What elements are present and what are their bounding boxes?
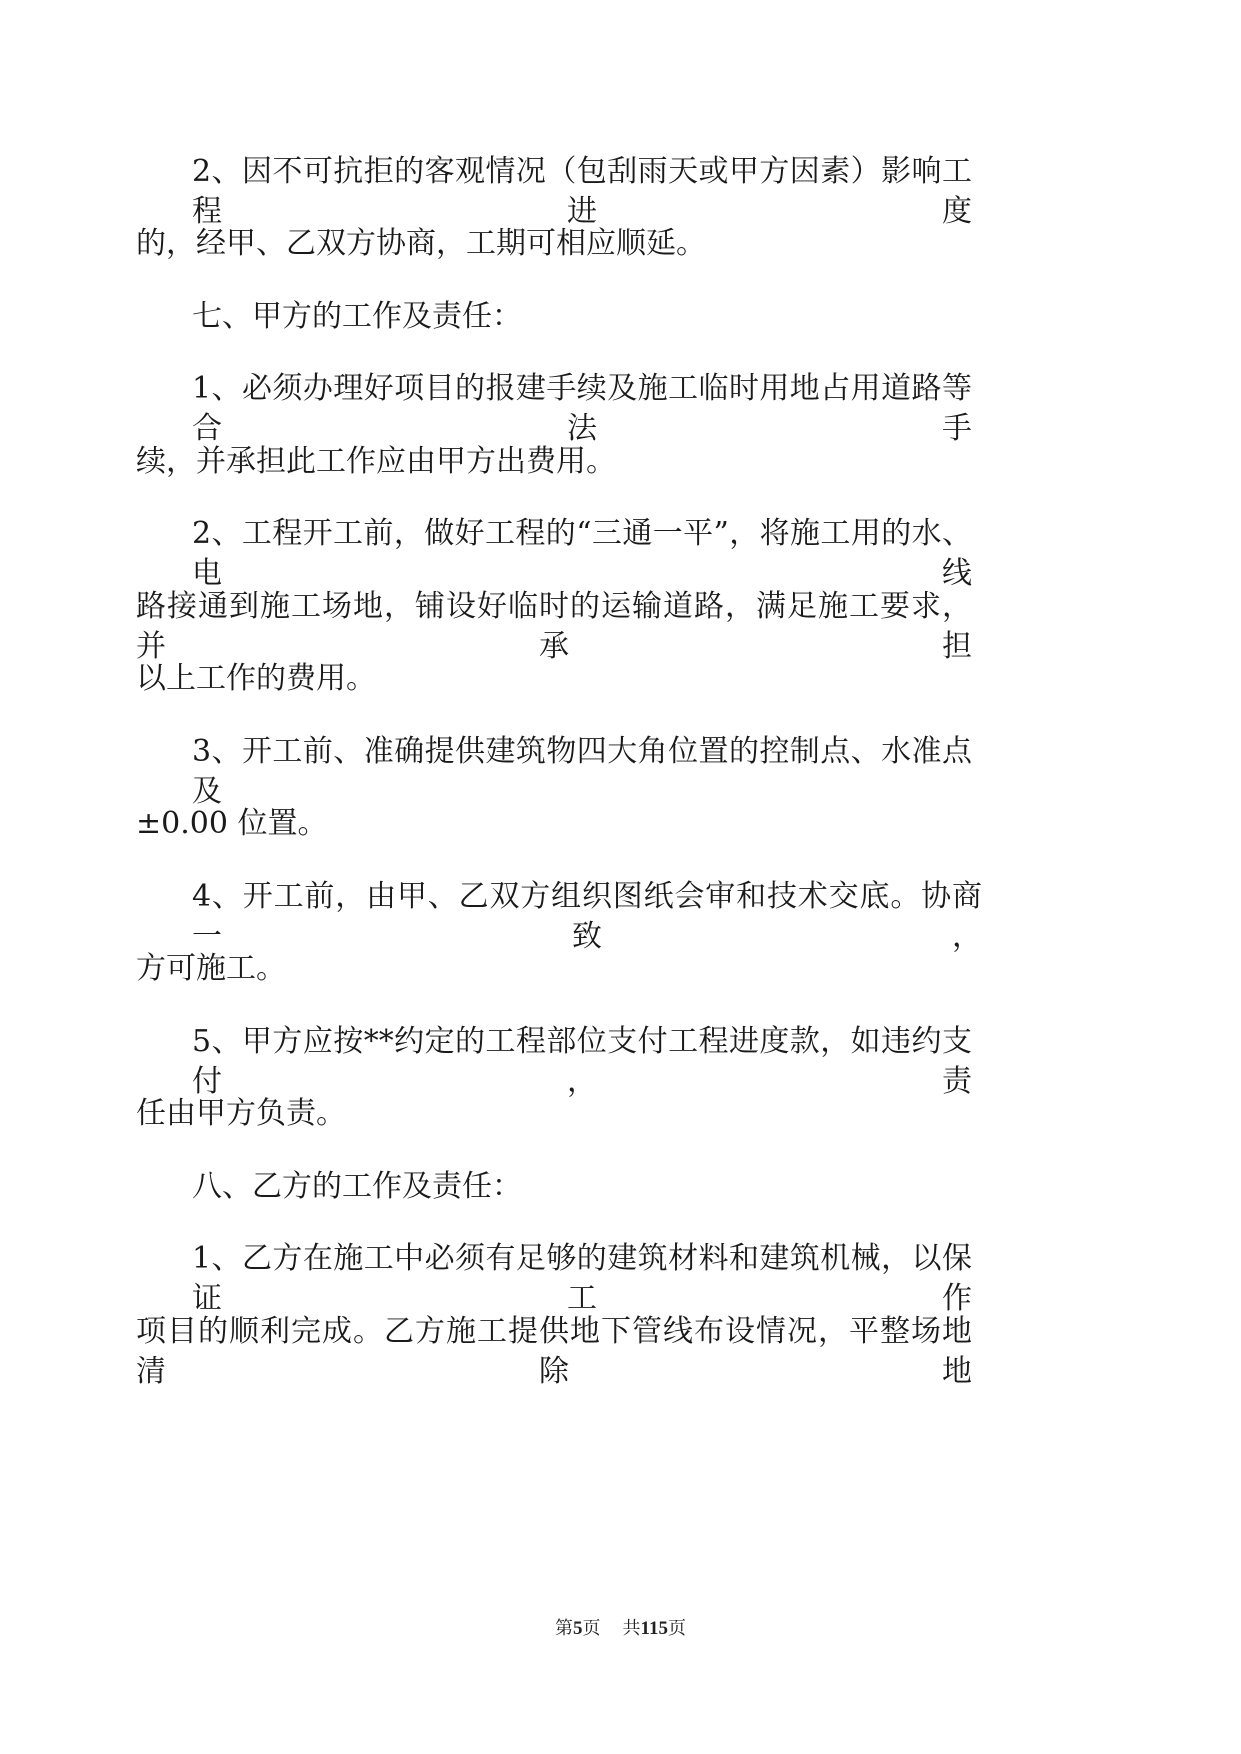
paragraph-line: 的，经甲、乙双方协商，工期可相应顺延。: [136, 226, 706, 261]
paragraph-line: 以上工作的费用。: [136, 661, 376, 696]
paragraph-line: 1、乙方在施工中必须有足够的建筑材料和建筑机械，以保证工作: [192, 1241, 972, 1316]
page-prefix: 第: [555, 1618, 574, 1639]
paragraph-line: 任由甲方负责。: [136, 1096, 346, 1131]
total-suffix: 页: [667, 1618, 686, 1639]
page-suffix: 页: [582, 1618, 601, 1639]
paragraph-line: 4、开工前，由甲、乙双方组织图纸会审和技术交底。协商一致，: [192, 879, 982, 954]
page-number: 5: [573, 1618, 583, 1639]
paragraph-line: 3、开工前、准确提供建筑物四大角位置的控制点、水准点及: [192, 734, 972, 809]
paragraph-line: 方可施工。: [136, 951, 286, 986]
page-footer: [0, 1617, 1241, 1641]
paragraph-line: 路接通到施工场地，铺设好临时的运输道路，满足施工要求，并承担: [136, 589, 972, 664]
section-heading: 八、乙方的工作及责任：: [192, 1169, 522, 1204]
paragraph-line: 5、甲方应按**约定的工程部位支付工程进度款，如违约支付，责: [192, 1024, 972, 1099]
paragraph-line: 续，并承担此工作应由甲方出费用。: [136, 444, 616, 479]
total-pages: 115: [640, 1618, 668, 1639]
paragraph-line: 1、必须办理好项目的报建手续及施工临时用地占用道路等合法手: [192, 371, 972, 446]
paragraph-line: 2、因不可抗拒的客观情况（包刮雨天或甲方因素）影响工程进度: [192, 154, 972, 229]
paragraph-line: 2、工程开工前，做好工程的“三通一平”，将施工用的水、电线: [192, 516, 972, 591]
total-prefix: 共: [622, 1618, 641, 1639]
section-heading: 七、甲方的工作及责任：: [192, 299, 522, 334]
paragraph-line: ±0.00 位置。: [136, 806, 328, 841]
paragraph-line: 项目的顺利完成。乙方施工提供地下管线布设情况，平整场地清除地: [136, 1314, 972, 1389]
